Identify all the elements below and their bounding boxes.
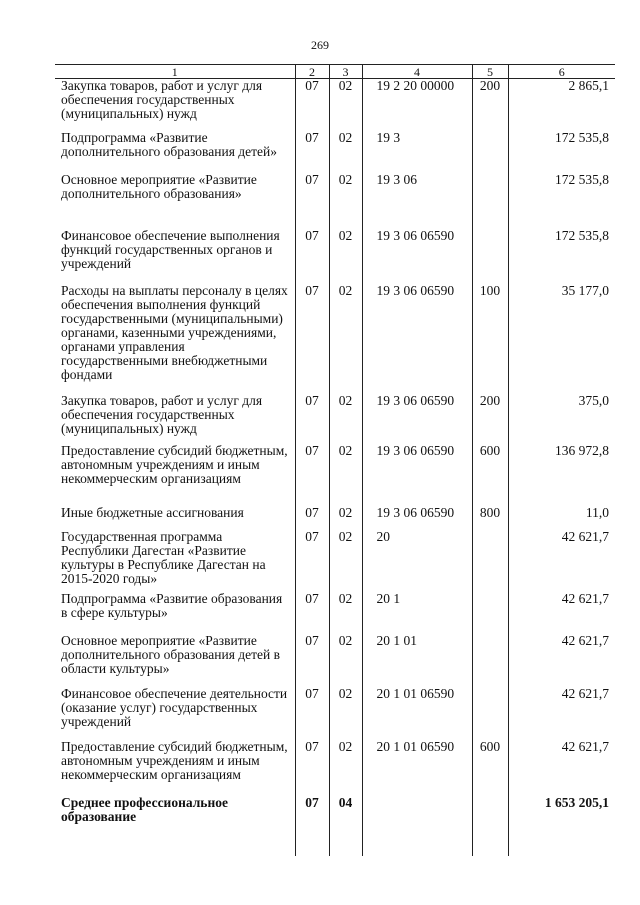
cell-rz: 07 xyxy=(295,687,329,740)
column-header-cs: 4 xyxy=(362,65,472,79)
cell-pr: 02 xyxy=(329,284,362,394)
cell-sum: 375,0 xyxy=(508,394,615,444)
cell-sum: 1 653 205,1 xyxy=(508,796,615,856)
cell-sum: 42 621,7 xyxy=(508,687,615,740)
cell-rz: 07 xyxy=(295,592,329,634)
cell-name: Иные бюджетные ассигнования xyxy=(61,505,244,520)
cell-pr: 02 xyxy=(329,740,362,796)
cell-pr: 02 xyxy=(329,592,362,634)
cell-expense-type xyxy=(472,592,508,634)
cell-name: Закупка товаров, работ и услуг для обеспечения государственных (муниципальных) нужд xyxy=(61,78,263,121)
cell-pr: 02 xyxy=(329,634,362,687)
cell-target-article: 20 1 xyxy=(362,592,472,634)
cell-pr: 02 xyxy=(329,687,362,740)
cell-pr: 04 xyxy=(329,796,362,856)
cell-expense-type xyxy=(472,634,508,687)
cell-target-article: 19 3 06 06590 xyxy=(362,394,472,444)
cell-pr: 02 xyxy=(329,173,362,229)
cell-target-article: 20 1 01 xyxy=(362,634,472,687)
column-header-name: 1 xyxy=(55,65,295,79)
cell-target-article: 19 3 xyxy=(362,131,472,173)
cell-pr: 02 xyxy=(329,79,362,132)
table-row xyxy=(55,131,615,173)
cell-target-article: 19 3 06 06590 xyxy=(362,284,472,394)
cell-name: Подпрограмма «Развитие образования в сфере культуры» xyxy=(61,591,283,620)
cell-target-article xyxy=(362,796,472,856)
cell-target-article: 20 1 01 06590 xyxy=(362,740,472,796)
cell-rz: 07 xyxy=(295,79,329,132)
column-header-rz: 2 xyxy=(295,65,329,79)
cell-sum: 42 621,7 xyxy=(508,592,615,634)
cell-expense-type: 100 xyxy=(472,284,508,394)
cell-sum: 42 621,7 xyxy=(508,530,615,592)
table-row xyxy=(55,79,615,132)
cell-rz: 07 xyxy=(295,131,329,173)
cell-sum: 35 177,0 xyxy=(508,284,615,394)
cell-name: Предоставление субсидий бюджетным, автономным учреждениям и иным некоммерческим организациям xyxy=(61,739,288,782)
cell-target-article: 20 xyxy=(362,530,472,592)
cell-target-article: 20 1 01 06590 xyxy=(362,687,472,740)
table-row xyxy=(55,173,615,229)
cell-expense-type: 800 xyxy=(472,506,508,530)
cell-expense-type xyxy=(472,796,508,856)
cell-pr: 02 xyxy=(329,229,362,284)
cell-name: Финансовое обеспечение выполнения функций государственных органов и учреждений xyxy=(61,228,280,271)
cell-rz: 07 xyxy=(295,444,329,506)
table-row xyxy=(55,506,615,530)
cell-rz: 07 xyxy=(295,796,329,856)
cell-expense-type: 200 xyxy=(472,79,508,132)
cell-rz: 07 xyxy=(295,634,329,687)
cell-name: Государственная программа Республики Дагестан «Развитие культуры в Республике Дагестан на 2015-2020 годы» xyxy=(61,529,266,586)
table-row xyxy=(55,229,615,284)
cell-target-article: 19 3 06 06590 xyxy=(362,506,472,530)
cell-target-article: 19 3 06 06590 xyxy=(362,229,472,284)
cell-expense-type xyxy=(472,131,508,173)
cell-sum: 136 972,8 xyxy=(508,444,615,506)
cell-name: Закупка товаров, работ и услуг для обеспечения государственных (муниципальных) нужд xyxy=(61,393,263,436)
table-row xyxy=(55,740,615,796)
cell-rz: 07 xyxy=(295,284,329,394)
cell-name: Финансовое обеспечение деятельности (оказание услуг) государственных учреждений xyxy=(61,686,288,729)
table-header-row xyxy=(55,65,615,79)
cell-target-article: 19 2 20 00000 xyxy=(362,79,472,132)
cell-sum: 172 535,8 xyxy=(508,131,615,173)
cell-pr: 02 xyxy=(329,506,362,530)
cell-rz: 07 xyxy=(295,530,329,592)
cell-name: Основное мероприятие «Развитие дополнительного образования детей в области культуры» xyxy=(61,633,280,676)
cell-expense-type: 600 xyxy=(472,444,508,506)
cell-name: Основное мероприятие «Развитие дополнительного образования» xyxy=(61,172,257,201)
column-header-vr: 5 xyxy=(472,65,508,79)
table-row xyxy=(55,530,615,592)
cell-name: Подпрограмма «Развитие дополнительного образования детей» xyxy=(61,130,277,159)
cell-sum: 11,0 xyxy=(508,506,615,530)
cell-rz: 07 xyxy=(295,173,329,229)
table-row xyxy=(55,394,615,444)
table-row xyxy=(55,796,615,856)
cell-rz: 07 xyxy=(295,394,329,444)
table-row xyxy=(55,284,615,394)
cell-pr: 02 xyxy=(329,131,362,173)
cell-rz: 07 xyxy=(295,229,329,284)
cell-sum: 42 621,7 xyxy=(508,634,615,687)
cell-sum: 2 865,1 xyxy=(508,79,615,132)
cell-sum: 172 535,8 xyxy=(508,229,615,284)
cell-sum: 42 621,7 xyxy=(508,740,615,796)
cell-expense-type xyxy=(472,173,508,229)
column-header-sum: 6 xyxy=(508,65,615,79)
cell-target-article: 19 3 06 06590 xyxy=(362,444,472,506)
cell-pr: 02 xyxy=(329,530,362,592)
column-header-pr: 3 xyxy=(329,65,362,79)
cell-pr: 02 xyxy=(329,394,362,444)
cell-rz: 07 xyxy=(295,740,329,796)
page-number: 269 xyxy=(311,38,329,52)
cell-expense-type xyxy=(472,687,508,740)
cell-sum: 172 535,8 xyxy=(508,173,615,229)
cell-pr: 02 xyxy=(329,444,362,506)
cell-rz: 07 xyxy=(295,506,329,530)
budget-table xyxy=(55,64,615,856)
cell-expense-type: 600 xyxy=(472,740,508,796)
cell-expense-type xyxy=(472,530,508,592)
cell-name: Расходы на выплаты персоналу в целях обеспечения выполнения функций государственными (муниципальными) органами, казенными учреждениями, органами управления государственными внебюджетными фондами xyxy=(61,283,288,382)
cell-expense-type xyxy=(472,229,508,284)
table-row xyxy=(55,592,615,634)
cell-name: Среднее профессиональное образование xyxy=(61,795,228,824)
cell-name: Предоставление субсидий бюджетным, автономным учреждениям и иным некоммерческим организациям xyxy=(61,443,288,486)
table-row xyxy=(55,687,615,740)
cell-expense-type: 200 xyxy=(472,394,508,444)
table-row xyxy=(55,444,615,506)
table-row xyxy=(55,634,615,687)
cell-target-article: 19 3 06 xyxy=(362,173,472,229)
